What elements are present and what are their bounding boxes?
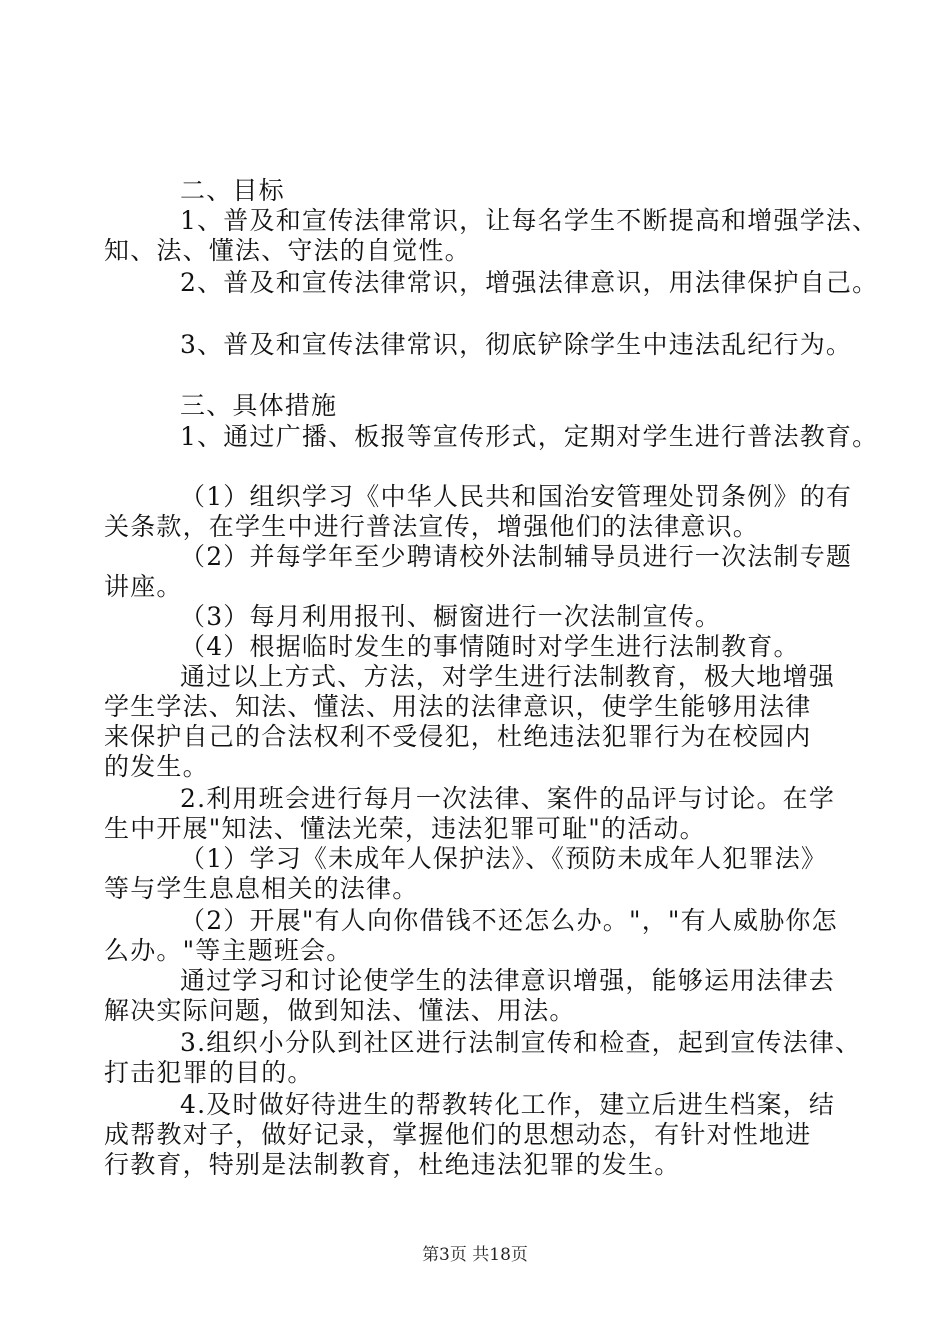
paragraph-line: 通过学习和讨论使学生的法律意识增强，能够运用法律去 bbox=[180, 966, 836, 995]
paragraph-line: （1）组织学习《中华人民共和国治安管理处罚条例》的有 bbox=[180, 482, 853, 511]
paragraph-line: 1、通过广播、板报等宣传形式，定期对学生进行普法教育。 bbox=[180, 422, 879, 451]
paragraph-line: 关条款，在学生中进行普法宣传，增强他们的法律意识。 bbox=[104, 512, 760, 541]
paragraph-line: 知、法、懂法、守法的自觉性。 bbox=[104, 236, 471, 265]
paragraph-line: （1）学习《未成年人保护法》、《预防未成年人犯罪法》 bbox=[180, 844, 828, 873]
paragraph-line: 讲座。 bbox=[104, 572, 183, 601]
paragraph-line: 来保护自己的合法权利不受侵犯，杜绝违法犯罪行为在校园内 bbox=[104, 722, 812, 751]
paragraph-line: 的发生。 bbox=[104, 752, 209, 781]
paragraph-line: 等与学生息息相关的法律。 bbox=[104, 874, 419, 903]
paragraph-line: 2、普及和宣传法律常识，增强法律意识，用法律保护自己。 bbox=[180, 268, 879, 297]
paragraph-line: 么办。"等主题班会。 bbox=[104, 936, 353, 965]
paragraph-line: 4.及时做好待进生的帮教转化工作，建立后进生档案，结 bbox=[180, 1090, 836, 1119]
paragraph-line: 1、普及和宣传法律常识，让每名学生不断提高和增强学法、 bbox=[180, 206, 879, 235]
paragraph-line: 行教育，特别是法制教育，杜绝违法犯罪的发生。 bbox=[104, 1150, 681, 1179]
section-heading-measures: 三、具体措施 bbox=[180, 391, 338, 420]
paragraph-line: （2）开展"有人向你借钱不还怎么办。"，"有人威胁你怎 bbox=[180, 906, 838, 935]
paragraph-line: 成帮教对子，做好记录，掌握他们的思想动态，有针对性地进 bbox=[104, 1120, 812, 1149]
page-number-footer: 第3页 共18页 bbox=[422, 1245, 528, 1265]
paragraph-line: （2）并每学年至少聘请校外法制辅导员进行一次法制专题 bbox=[180, 542, 853, 571]
section-heading-goals: 二、目标 bbox=[180, 176, 285, 205]
paragraph-line: （3）每月利用报刊、橱窗进行一次法制宣传。 bbox=[180, 602, 722, 631]
paragraph-line: 通过以上方式、方法，对学生进行法制教育，极大地增强 bbox=[180, 662, 836, 691]
paragraph-line: 解决实际问题，做到知法、懂法、用法。 bbox=[104, 996, 576, 1025]
paragraph-line: 3、普及和宣传法律常识，彻底铲除学生中违法乱纪行为。 bbox=[180, 330, 853, 359]
paragraph-line: 打击犯罪的目的。 bbox=[104, 1058, 314, 1087]
paragraph-line: （4）根据临时发生的事情随时对学生进行法制教育。 bbox=[180, 632, 800, 661]
paragraph-line: 2.利用班会进行每月一次法律、案件的品评与讨论。在学 bbox=[180, 784, 836, 813]
paragraph-line: 学生学法、知法、懂法、用法的法律意识，使学生能够用法律 bbox=[104, 692, 812, 721]
paragraph-line: 生中开展"知法、懂法光荣，违法犯罪可耻"的活动。 bbox=[104, 814, 706, 843]
paragraph-line: 3.组织小分队到社区进行法制宣传和检查，起到宣传法律、 bbox=[180, 1028, 862, 1057]
